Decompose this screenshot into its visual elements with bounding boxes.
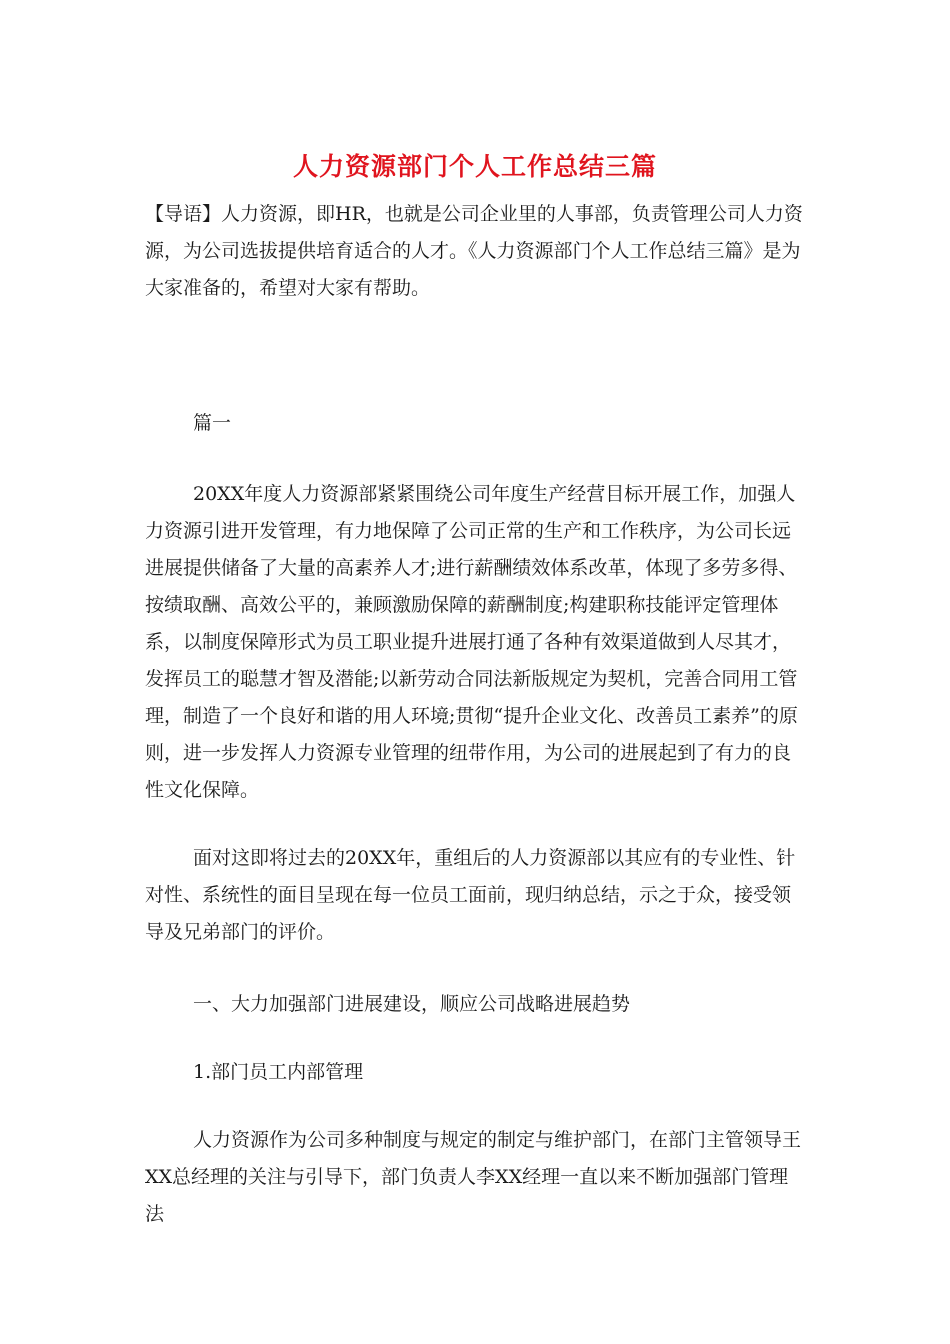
body-paragraph-3: 人力资源作为公司多种制度与规定的制定与维护部门，在部门主管领导王XX总经理的关注与引导下，部门负责人李XX经理一直以来不断加强部门管理法 bbox=[145, 1129, 802, 1225]
intro-paragraph: 【导语】人力资源，即HR，也就是公司企业里的人事部，负责管理公司人力资源，为公司选拔提供培育适合的人才。《人力资源部门个人工作总结三篇》是为大家准备的，希望对大家有帮助。 bbox=[145, 203, 803, 299]
subsection-heading-1-1: 1.部门员工内部管理 bbox=[193, 1061, 364, 1083]
document-title: 人力资源部门个人工作总结三篇 bbox=[292, 152, 657, 181]
body-paragraph-2: 面对这即将过去的20XX年，重组后的人力资源部以其应有的专业性、针对性、系统性的面目呈现在每一位员工面前，现归纳总结，示之于众，接受领导及兄弟部门的评价。 bbox=[145, 847, 796, 943]
section-heading-1: 一、大力加强部门进展建设，顺应公司战略进展趋势 bbox=[193, 993, 631, 1015]
body-paragraph-1: 20XX年度人力资源部紧紧围绕公司年度生产经营目标开展工作，加强人力资源引进开发管理，有力地保障了公司正常的生产和工作秩序，为公司长远进展提供储备了大量的高素养人才;进行薪酬绩效体系改革，体现了多劳多得、按绩取酬、高效公平的，兼顾激励保障的薪酬制度;构建职称技能评定管理体系，以制度保障形式为员工职业提升进展打通了各种有效渠道做到人尽其才，发挥员工的聪慧才智及潜能;以新劳动合同法新版规定为契机，完善合同用工管理，制造了一个良好和谐的用人环境;贯彻“提升企业文化、改善员工素养”的原则，进一步发挥人力资源专业管理的纽带作用，为公司的进展起到了有力的良性文化保障。 bbox=[145, 483, 798, 801]
section-label: 篇一 bbox=[193, 412, 232, 434]
